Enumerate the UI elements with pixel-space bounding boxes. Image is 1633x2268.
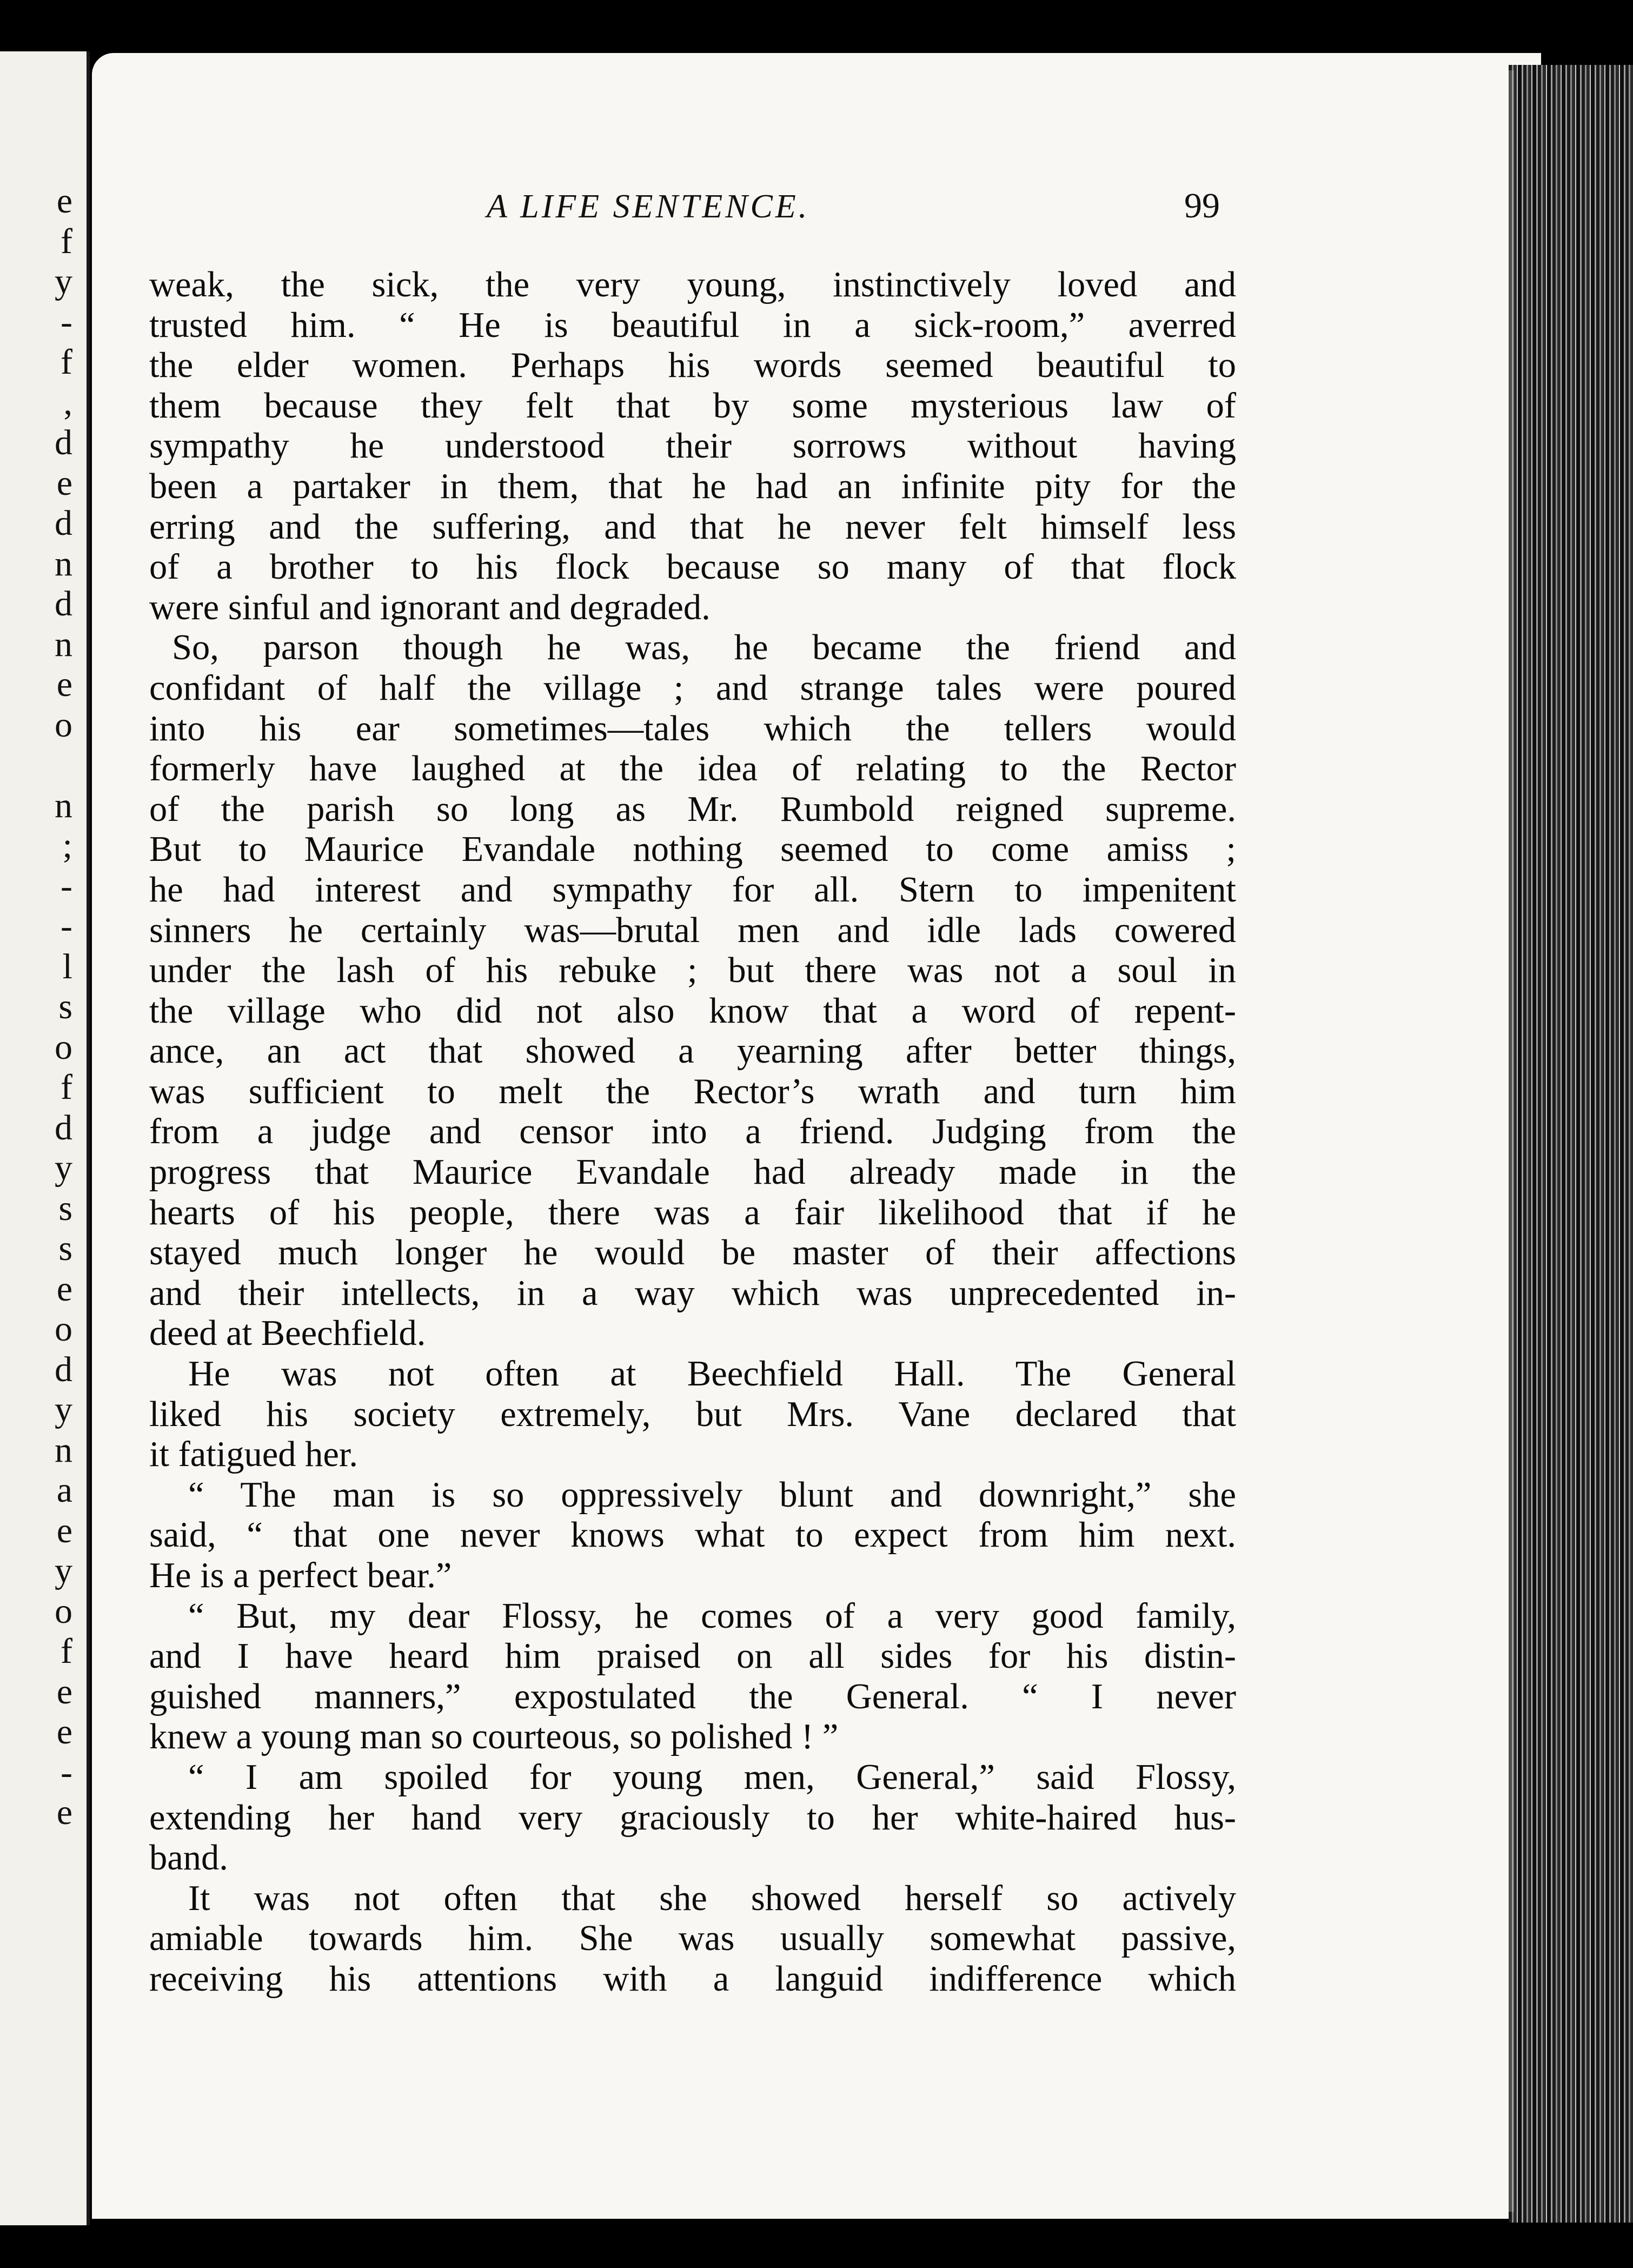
fragment: o	[55, 705, 72, 745]
text-line: of a brother to his flock because so many of that flock	[149, 547, 1236, 587]
fragment: e	[56, 1510, 72, 1550]
fragment: y	[55, 1551, 72, 1590]
fragment: -	[61, 906, 72, 946]
text-line: He was not often at Beechfield Hall. The General	[188, 1354, 1236, 1394]
fragment: n	[55, 785, 72, 825]
fragment: f	[61, 221, 72, 261]
fragment: n	[55, 1430, 72, 1470]
text-line: stayed much longer he would be master of their affections	[149, 1233, 1236, 1273]
fragment: d	[55, 503, 72, 543]
fragment: a	[56, 1470, 72, 1510]
text-line: ance, an act that showed a yearning after better things,	[149, 1031, 1236, 1071]
text-line: formerly have laughed at the idea of relating to the Rector	[149, 749, 1236, 789]
running-header	[470, 181, 1244, 241]
fragment: o	[55, 1027, 72, 1067]
fragment	[0, 745, 81, 786]
fragment: e	[56, 1269, 72, 1309]
fragment: d	[55, 584, 72, 624]
fragment: n	[55, 624, 72, 664]
fragment: n	[55, 543, 72, 583]
fragment: d	[55, 1108, 72, 1148]
fragment: e	[56, 463, 72, 503]
text-line: them because they felt that by some mysterious law of	[149, 386, 1236, 426]
text-line: sinners he certainly was—brutal men and idle lads cowered	[149, 910, 1236, 950]
text-line: he had interest and sympathy for all. Stern to impenitent	[149, 870, 1236, 910]
text-line: the village who did not also know that a word of repent-	[149, 991, 1236, 1031]
fragment: l	[62, 946, 72, 986]
text-line: “ But, my dear Flossy, he comes of a very good family,	[188, 1596, 1236, 1636]
text-line: So, parson though he was, he became the friend and	[172, 628, 1236, 668]
fragment: -	[61, 1752, 72, 1792]
fragment: d	[55, 1349, 72, 1389]
fragment: e	[56, 1672, 72, 1712]
text-line: was sufficient to melt the Rector’s wrath and turn him	[149, 1071, 1236, 1111]
fragment: ,	[63, 382, 72, 422]
fragment: s	[58, 987, 72, 1026]
text-line: band.	[149, 1838, 228, 1878]
fragment: s	[58, 1229, 72, 1268]
text-line: under the lash of his rebuke ; but there was not a soul in	[149, 951, 1236, 991]
fragment: o	[55, 1309, 72, 1349]
text-line: it fatigued her.	[149, 1435, 358, 1475]
fragment: f	[61, 342, 72, 382]
fragment: o	[55, 1591, 72, 1631]
fragment: e	[56, 181, 72, 221]
fragment: f	[61, 1632, 72, 1671]
page-number: 99	[1184, 186, 1220, 226]
text-line: sympathy he understood their sorrows without having	[149, 426, 1236, 466]
facing-page-text-fragments	[0, 181, 81, 2074]
running-title: A LIFE SENTENCE.	[487, 188, 810, 225]
text-line: liked his society extremely, but Mrs. Vane declared that	[149, 1394, 1236, 1434]
fragment: e	[56, 1712, 72, 1752]
text-line: extending her hand very graciously to her white-haired hus-	[149, 1798, 1236, 1838]
text-line: into his ear sometimes—tales which the tellers would	[149, 708, 1236, 748]
text-line: receiving his attentions with a languid indifference which	[149, 1959, 1236, 1999]
fragment: ;	[62, 826, 72, 865]
text-line: “ I am spoiled for young men, General,” said Flossy,	[188, 1757, 1236, 1797]
fragment: y	[55, 262, 72, 301]
text-line: been a partaker in them, that he had an infinite pity for the	[149, 466, 1236, 506]
fragment: y	[55, 1148, 72, 1188]
body-text	[149, 265, 1236, 2000]
text-line: confidant of half the village ; and strange tales were poured	[149, 668, 1236, 708]
text-line: the elder women. Perhaps his words seemed beautiful to	[149, 346, 1236, 386]
text-line: erring and the suffering, and that he never felt himself less	[149, 507, 1236, 547]
fragment: d	[55, 423, 72, 462]
text-line: guished manners,” expostulated the General. “ I never	[149, 1676, 1236, 1716]
text-line: amiable towards him. She was usually somewhat passive,	[149, 1919, 1236, 1959]
fragment: f	[61, 1067, 72, 1107]
page-edge-stack	[1509, 65, 1633, 2223]
text-line: and their intellects, in a way which was unprecedented in-	[149, 1273, 1236, 1313]
text-line: of the parish so long as Mr. Rumbold reigned supreme.	[149, 789, 1236, 829]
text-line: But to Maurice Evandale nothing seemed to come amiss ;	[149, 830, 1236, 870]
fragment: -	[61, 302, 72, 342]
text-line: weak, the sick, the very young, instinctively loved and	[149, 265, 1236, 304]
fragment: -	[61, 866, 72, 906]
text-line: progress that Maurice Evandale had already made in the	[149, 1152, 1236, 1192]
text-line: hearts of his people, there was a fair likelihood that if he	[149, 1192, 1236, 1232]
fragment: y	[55, 1390, 72, 1429]
fragment: e	[56, 1793, 72, 1832]
text-line: knew a young man so courteous, so polished ! ”	[149, 1717, 839, 1757]
text-line: from a judge and censor into a friend. Judging from the	[149, 1112, 1236, 1152]
text-line: deed at Beechfield.	[149, 1314, 426, 1354]
text-line: and I have heard him praised on all sides for his distin-	[149, 1636, 1236, 1676]
text-line: He is a perfect bear.”	[149, 1556, 452, 1595]
facing-page-edge	[0, 51, 90, 2225]
text-line: It was not often that she showed herself so actively	[188, 1878, 1236, 1918]
text-line: said, “ that one never knows what to expect from him next.	[149, 1515, 1236, 1555]
text-line: trusted him. “ He is beautiful in a sick-room,” averred	[149, 305, 1236, 345]
page-shadow	[1428, 70, 1514, 2212]
text-line: were sinful and ignorant and degraded.	[149, 587, 711, 627]
fragment: e	[56, 665, 72, 704]
text-line: “ The man is so oppressively blunt and downright,” she	[188, 1475, 1236, 1515]
fragment: s	[58, 1188, 72, 1228]
